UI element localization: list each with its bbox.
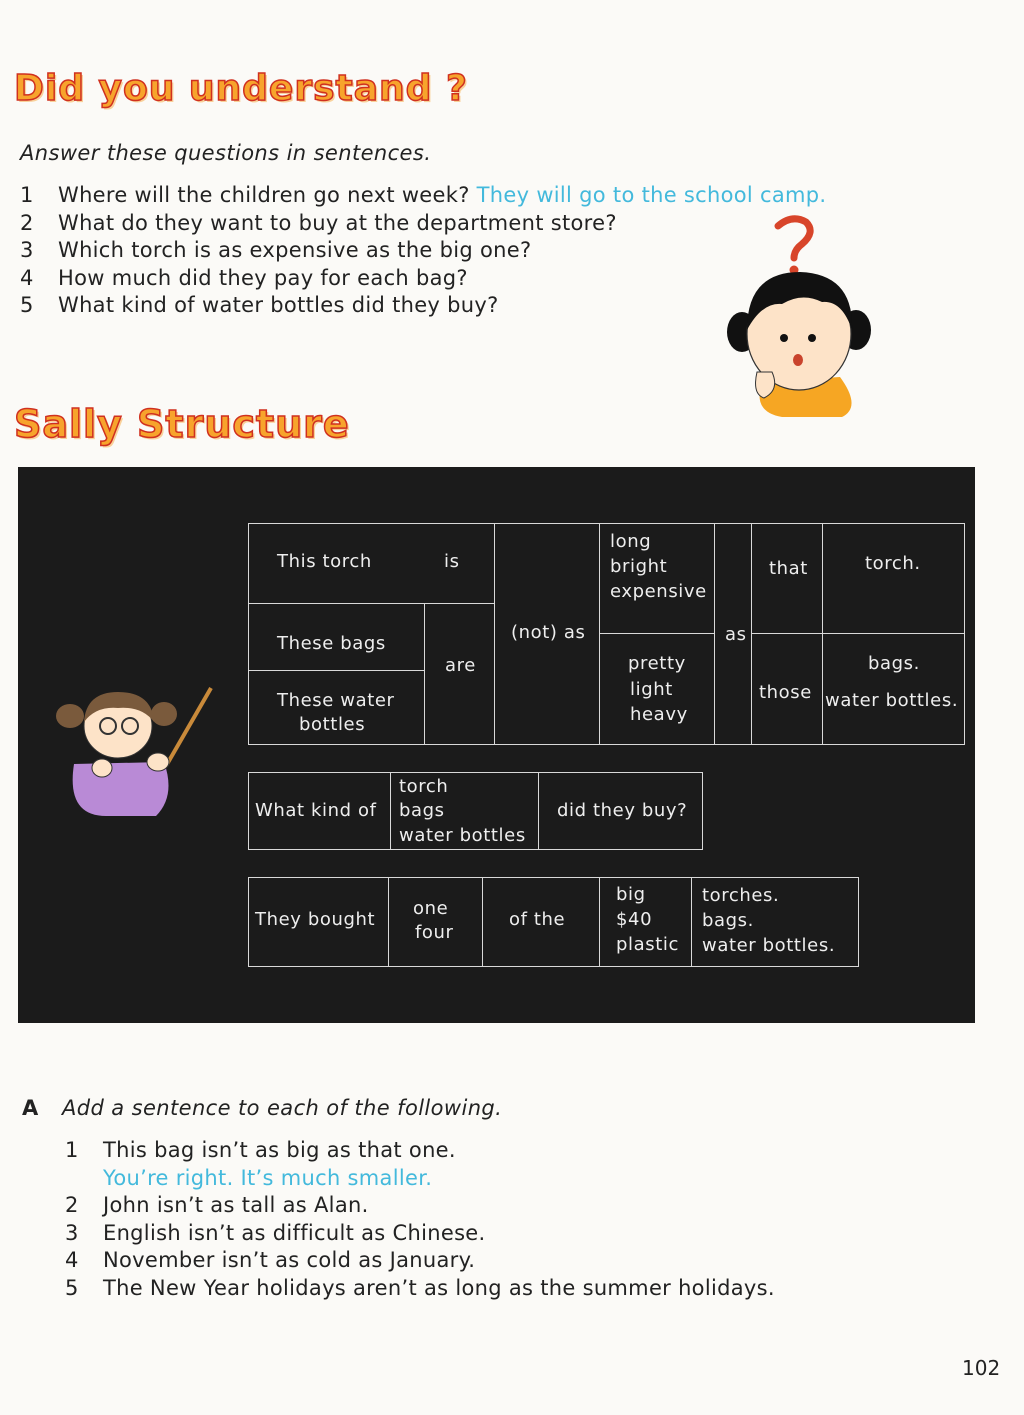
thinking-girl-illustration — [722, 212, 882, 417]
exercise-item: 4 November isn’t as cold as January. — [65, 1248, 476, 1272]
t2-tail-cell: did they buy? — [538, 772, 703, 850]
t1-verb-are-cell: are — [424, 603, 495, 745]
section-a-list — [65, 1137, 775, 1302]
question-item: 5 What kind of water bottles did they buy? — [20, 293, 499, 317]
exercise-item: 3 English isn’t as difficult as Chinese. — [65, 1220, 486, 1245]
question-item: 4 How much did they pay for each bag? — [20, 265, 468, 290]
t1-those-cell: those — [751, 633, 823, 745]
teacher-girl-illustration — [46, 686, 216, 816]
question-list — [20, 182, 826, 320]
t1-subject-these-bags-cell: These bags — [248, 603, 425, 671]
question-item: 1 Where will the children go next week? They will go to the school camp. — [20, 182, 826, 210]
exercise-item: 5 The New Year holidays aren’t as long as the summer holidays. — [65, 1275, 775, 1300]
t1-subject-water-bottles-cell: These water bottles — [248, 670, 425, 745]
section-title-sally-structure: Sally Structure — [14, 402, 350, 446]
page-number: 102 — [962, 1356, 1001, 1380]
t1-not-as-cell: (not) as — [494, 523, 600, 745]
question-item: 3 Which torch is as expensive as the big one? — [20, 238, 532, 262]
section1-instruction: Answer these questions in sentences. — [20, 141, 432, 165]
section-a-instruction: Add a sentence to each of the following. — [62, 1096, 503, 1120]
section-a-letter: A — [22, 1096, 39, 1120]
t1-that-cell: that — [751, 523, 823, 634]
t1-subject-this-torch-cell: This torch is — [248, 523, 495, 604]
question-item: 2 What do they want to buy at the department store? — [20, 210, 617, 235]
exercise-item: 1 This bag isn’t as big as that one. — [65, 1138, 456, 1162]
answer-text: They will go to the school camp. — [476, 183, 827, 207]
t2-items-cell: torch bags water bottles — [390, 772, 539, 850]
exercise-item: 2 John isn’t as tall as Alan. — [65, 1193, 369, 1217]
t3-nouns-cell: torches. bags. water bottles. — [691, 877, 859, 967]
t3-of-the-cell: of the — [482, 877, 600, 967]
t2-lead-cell: What kind of — [248, 772, 391, 850]
t1-adjectives-2-cell: pretty light heavy — [599, 633, 715, 745]
question-mark-icon — [778, 219, 810, 275]
exercise-answer: You’re right. It’s much smaller. — [103, 1165, 433, 1190]
t1-noun-bags-bottles-cell: bags. water bottles. — [822, 633, 965, 745]
t1-as-cell: as — [714, 523, 752, 745]
t3-lead-cell: They bought — [248, 877, 389, 967]
t1-adjectives-1-cell: long bright expensive — [599, 523, 715, 634]
section-title-did-you-understand: Did you understand ? — [14, 68, 468, 109]
t1-noun-torch-cell: torch. — [822, 523, 965, 634]
t3-adjs-cell: big $40 plastic — [599, 877, 692, 967]
t3-nums-cell: one four — [388, 877, 483, 967]
